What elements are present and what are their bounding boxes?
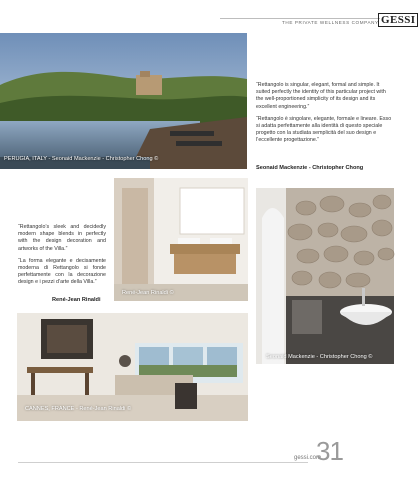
cannes-living-room-photo (17, 313, 248, 421)
quote-right (256, 82, 394, 150)
page-number: 31 (316, 436, 343, 466)
stone-bathroom-photo (256, 188, 394, 364)
quote-right-it: “Rettangolo è singolare, elegante, formale e lineare. Esso si adatta perfettamente alla identità di questo speciale progetto con la studiata semplicità del suo design e l’eccellente progettazione.” (256, 115, 392, 144)
perugia-villa-image (0, 33, 247, 169)
cannes-caption: CANNES, FRANCE - René-Jean Rinaldi © (25, 406, 132, 412)
bathroom-caption: René-Jean Rinaldi © (122, 290, 174, 296)
bathroom-vanity-photo (114, 178, 248, 301)
site-url[interactable]: gessi.com (294, 455, 322, 461)
quote-left-author: René-Jean Rinaldi (52, 297, 101, 303)
perugia-caption: PERUGIA, ITALY - Seonaid Mackenzie - Christopher Chong © (4, 156, 159, 162)
header-rule (220, 18, 380, 19)
perugia-villa-photo (0, 33, 247, 169)
cannes-living-room-image (17, 313, 248, 421)
quote-right-author: Seonaid Mackenzie - Christopher Chong (256, 165, 364, 171)
gessi-logo: GESSI (378, 13, 418, 27)
stone-bathroom-image (256, 188, 394, 364)
quote-right-en: “Rettangolo is singular, elegant, formal and simple. It suited perfectly the identity of this particular project with the well-proportioned simplicity of its design and its excellent engineering.” (256, 82, 386, 110)
footer-rule (18, 462, 308, 463)
quote-left-en: “Rettangolo’s sleek and decidedly modern shape blends in perfectly with the design decoration and artworks of the Villa.” (18, 224, 106, 252)
quote-left (18, 224, 106, 292)
tagline: THE PRIVATE WELLNESS COMPANY (282, 20, 379, 25)
stone-bathroom-caption: Seonaid Mackenzie - Christopher Chong © (266, 354, 373, 360)
bathroom-vanity-image (114, 178, 248, 301)
quote-left-it: “La forma elegante e decisamente moderna di Rettangolo si fonde perfettamente con la decorazione design e i pezzi d’arte della Villa.” (18, 257, 106, 286)
